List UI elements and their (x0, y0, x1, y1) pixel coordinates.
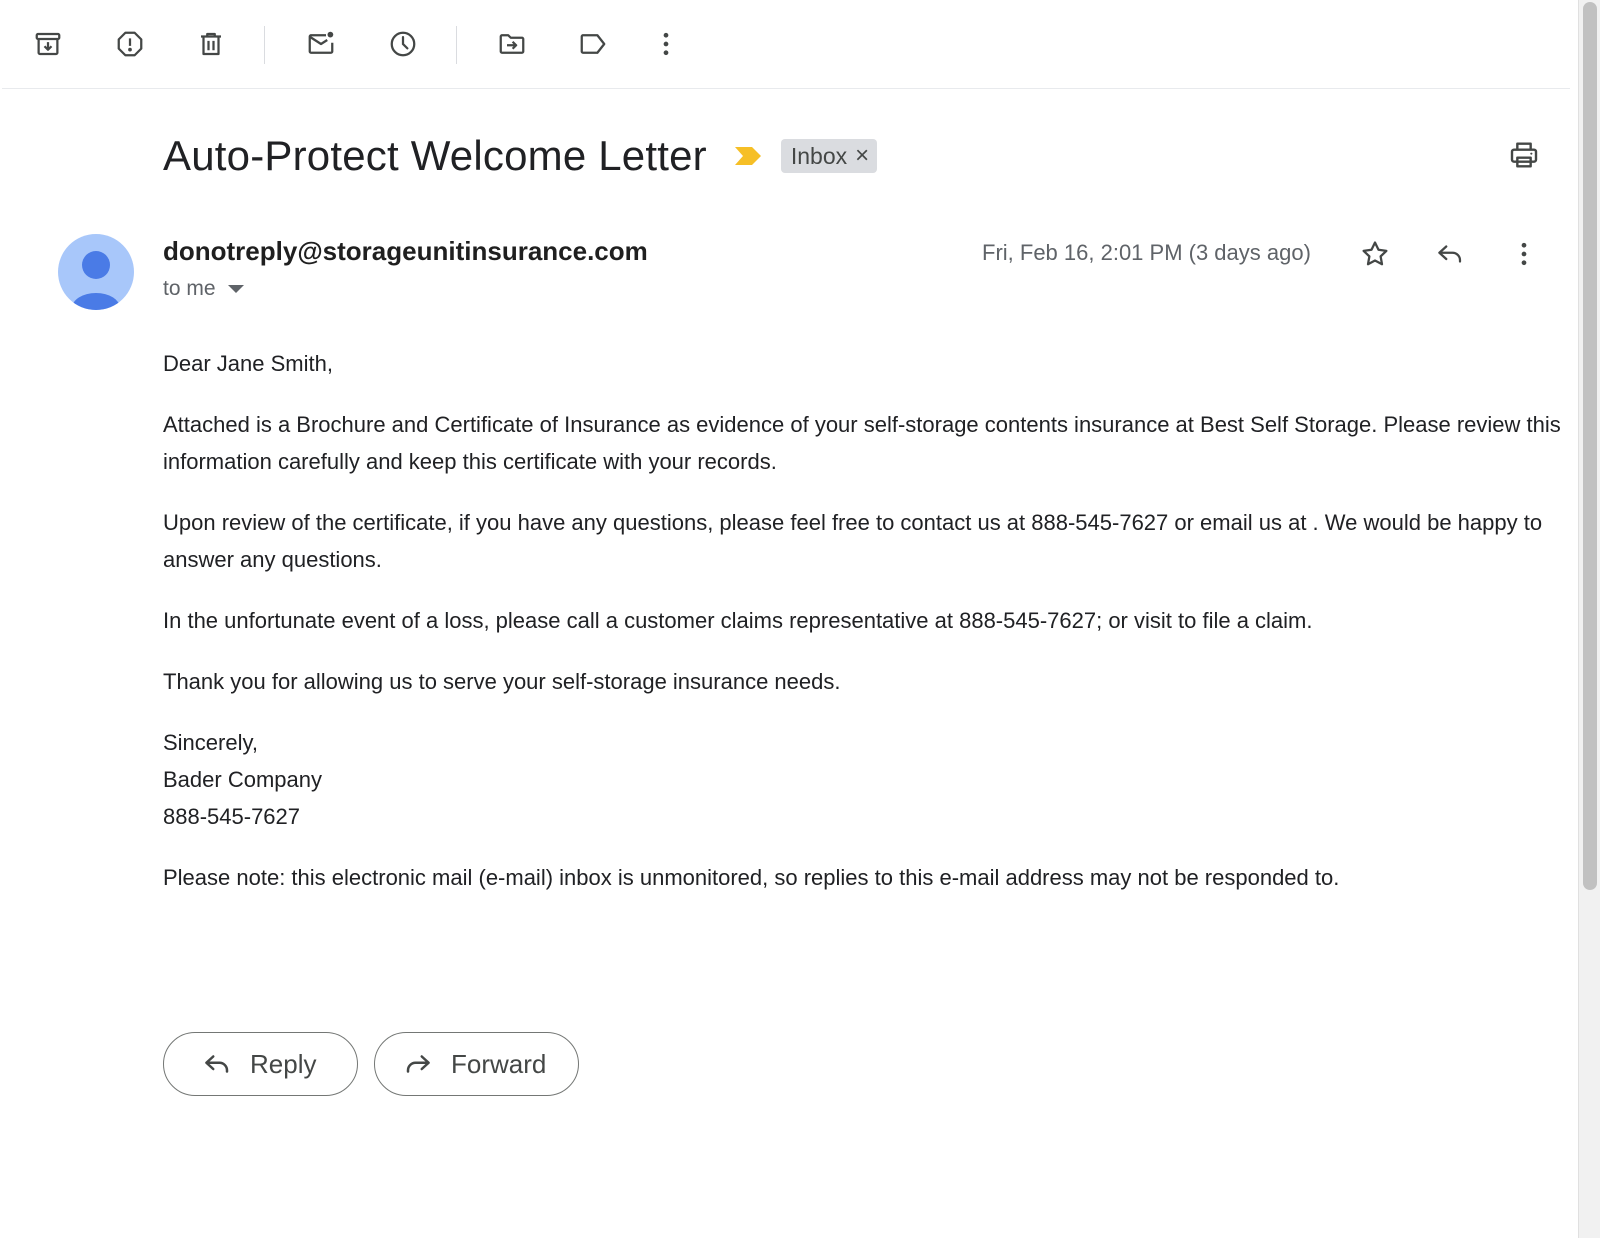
reply-icon[interactable] (1430, 234, 1470, 274)
star-icon[interactable] (1355, 234, 1395, 274)
snooze-icon[interactable] (383, 24, 423, 64)
subject-title: Auto-Protect Welcome Letter (163, 132, 707, 179)
signature-phone: 888-545-7627 (163, 804, 301, 829)
signature-name: Bader Company (163, 767, 322, 792)
body-greeting: Dear Jane Smith, (163, 351, 333, 376)
print-icon[interactable] (1504, 135, 1544, 175)
more-vert-icon[interactable] (1504, 234, 1544, 274)
body-closing: Sincerely, (163, 730, 258, 755)
recipient-details-toggle[interactable] (163, 277, 244, 301)
more-vert-icon[interactable] (646, 24, 686, 64)
delete-icon[interactable] (191, 24, 231, 64)
message-toolbar (2, 0, 1570, 89)
toolbar-divider (264, 26, 265, 64)
reply-button-label: Reply (250, 1048, 317, 1079)
mark-unread-icon[interactable] (301, 24, 341, 64)
toolbar-divider (456, 26, 457, 64)
body-paragraph: In the unfortunate event of a loss, please call a customer claims representative at 888-545-7627; or visit to file a claim. (163, 608, 1313, 633)
message-date: Fri, Feb 16, 2:01 PM (3 days ago) (982, 240, 1311, 265)
remove-label-icon[interactable]: × (855, 142, 870, 169)
chevron-down-icon (228, 285, 244, 293)
forward-icon (403, 1049, 433, 1079)
inbox-label-chip[interactable] (781, 139, 877, 173)
scrollbar-thumb[interactable] (1583, 2, 1597, 890)
importance-marker-icon[interactable] (733, 144, 763, 168)
sender-email[interactable]: donotreply@storageunitinsurance.com (163, 236, 648, 266)
body-paragraph: Thank you for allowing us to serve your self-storage insurance needs. (163, 669, 841, 694)
body-paragraph: Attached is a Brochure and Certificate of Insurance as evidence of your self-storage contents insurance at Best Self Storage. Please review this information carefully and keep this certificate with your records. (163, 412, 1561, 474)
vertical-scrollbar[interactable] (1578, 0, 1600, 1238)
reply-icon (202, 1049, 232, 1079)
report-spam-icon[interactable] (110, 24, 150, 64)
body-paragraph: Upon review of the certificate, if you have any questions, please feel free to contact us at 888-545-7627 or email us at . We would be happy to answer any questions. (163, 510, 1543, 572)
reply-button[interactable] (163, 1032, 358, 1096)
label-icon[interactable] (573, 24, 613, 64)
inbox-label-text: Inbox (790, 142, 848, 169)
message-body (163, 345, 1563, 920)
avatar[interactable] (58, 234, 134, 310)
move-to-icon[interactable] (492, 24, 532, 64)
body-note: Please note: this electronic mail (e-mail) inbox is unmonitored, so replies to this e-mail address may not be responded to. (163, 865, 1340, 890)
forward-button[interactable] (374, 1032, 579, 1096)
archive-icon[interactable] (28, 24, 68, 64)
recipient-label: to me (163, 277, 216, 300)
subject-row (163, 128, 877, 184)
forward-button-label: Forward (451, 1048, 547, 1079)
